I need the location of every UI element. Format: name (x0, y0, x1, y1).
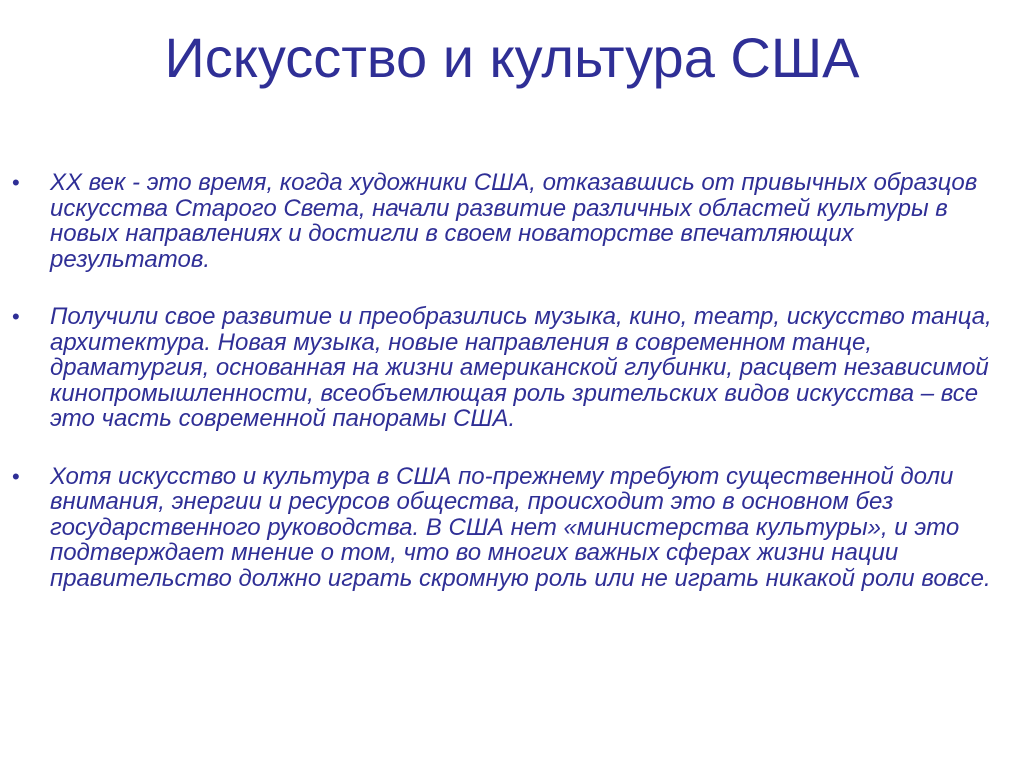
bullet-text: Хотя искусство и культура в США по-прежнему требуют существенной доли внимания, энергии и ресурсов общества, происходит это в основном без государственного руководства. В США нет «министерства культуры», и это подтверждает мнение о том, что во многих важных сферах жизни нации правительство должно играть скромную роль или не играть никакой роли вовсе. (50, 462, 991, 592)
bullet-item (12, 464, 1012, 592)
bullet-text: XX век - это время, когда художники США, отказавшись от привычных образцов искусства Старого Света, начали развитие различных областей культуры в новых направлениях и достигли в своем новаторстве впечатляющих результатов. (50, 169, 978, 273)
bullet-icon: • (12, 170, 20, 195)
bullet-item (12, 304, 1012, 432)
bullet-item (12, 170, 1012, 272)
bullet-icon: • (12, 463, 20, 489)
bullet-text: Получили свое развитие и преобразились музыка, кино, театр, искусство танца, архитектура. Новая музыка, новые направления в современном танце, драматургия, основанная на жизни американской глубинки, расцвет независимой кинопромышленности, всеобъемлющая роль зрительских видов искусства – все это часть современной панорамы США. (50, 303, 992, 432)
slide-title: Искусство и культура США (164, 26, 860, 89)
bullet-list (12, 170, 1012, 623)
bullet-icon: • (12, 304, 20, 329)
